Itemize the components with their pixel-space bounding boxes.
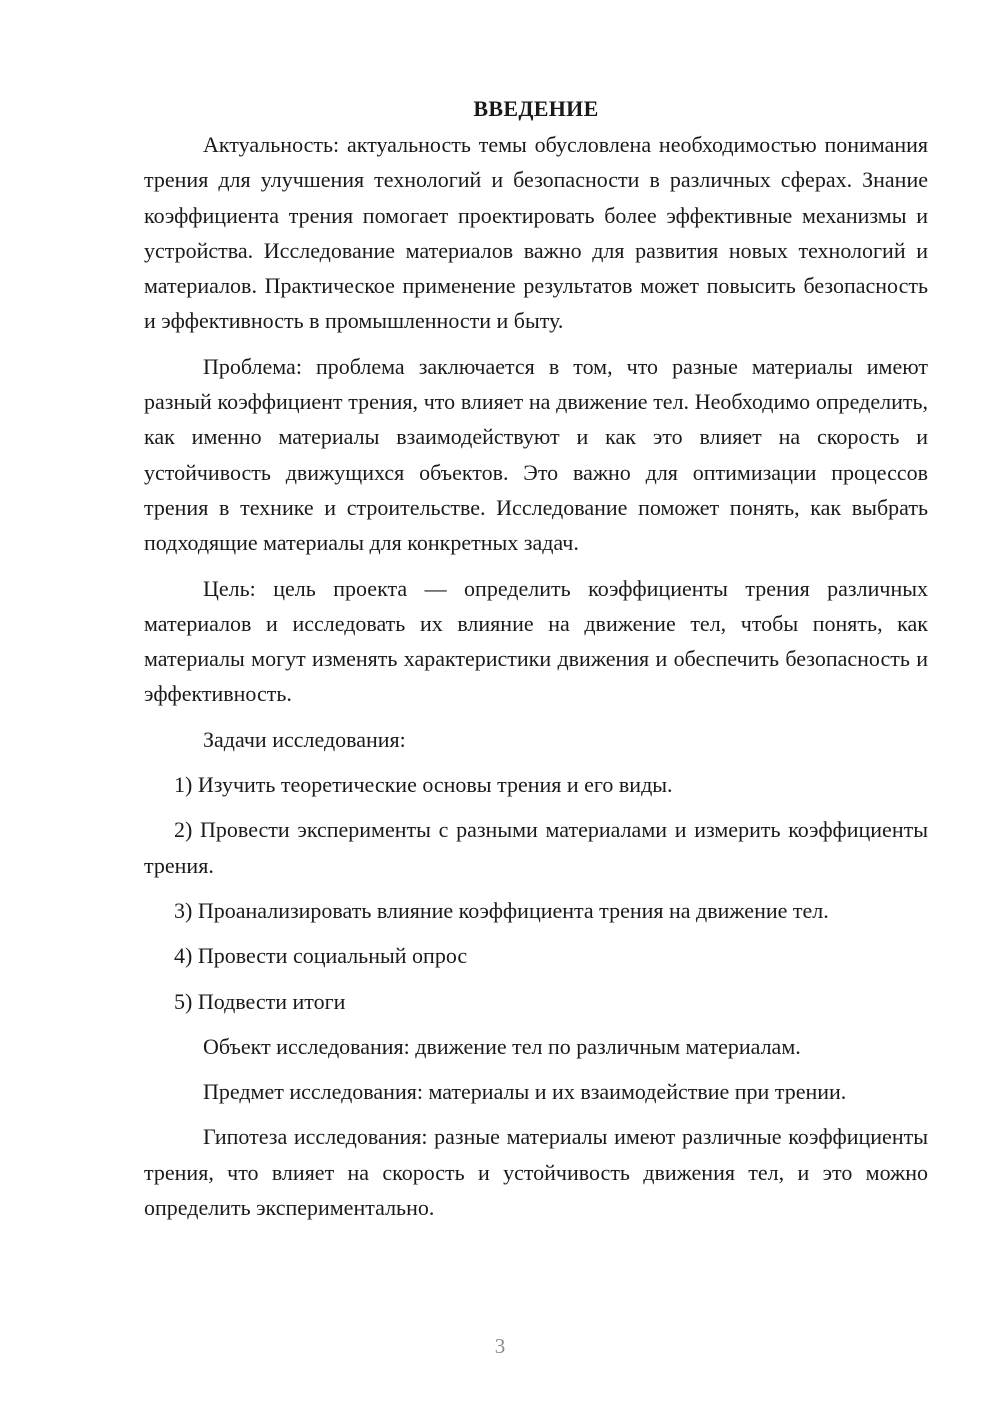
relevance-paragraph: Актуальность: актуальность темы обусловлена необходимостью понимания трения для улучшения технологий и безопасности в различных сферах. Знание коэффициента трения помогает проектировать более эффективные механизмы и устройства. Исследование материалов важно для развития новых технологий и материалов. Практическое применение результатов может повысить безопасность и эффективность в промышленности и быту. xyxy=(144,132,928,334)
problem-paragraph: Проблема: проблема заключается в том, что разные материалы имеют разный коэффициент трения, что влияет на движение тел. Необходимо определить, как именно материалы взаимодействуют и как это влияет на скорость и устойчивость движущихся объектов. Это важно для оптимизации процессов трения в технике и строительстве. Исследование поможет понять, как выбрать подходящие материалы для конкретных задач. xyxy=(144,353,928,556)
page-title: ВВЕДЕНИЕ xyxy=(473,96,599,121)
task-item-1: 1) Изучить теоретические основы трения и его виды. xyxy=(174,772,673,798)
object-paragraph: Объект исследования: движение тел по различным материалам. xyxy=(203,1033,801,1059)
document-page xyxy=(144,92,928,1235)
tasks-heading: Задачи исследования: xyxy=(203,726,406,752)
task-item-3: 3) Проанализировать влияние коэффициента трения на движение тел. xyxy=(174,897,829,923)
page-number: 3 xyxy=(494,1334,506,1358)
hypothesis-paragraph: Гипотеза исследования: разные материалы имеют различные коэффициенты трения, что влияет на скорость и устойчивость движения тел, и это можно определить экспериментально. xyxy=(144,1124,928,1221)
task-item-4: 4) Провести социальный опрос xyxy=(174,943,468,969)
subject-paragraph: Предмет исследования: материалы и их взаимодействие при трении. xyxy=(203,1079,847,1105)
goal-paragraph: Цель: цель проекта — определить коэффициенты трения различных материалов и исследовать их влияние на движение тел, чтобы понять, как материалы могут изменять характеристики движения и обеспечить безопасность и эффективность. xyxy=(144,575,928,707)
task-item-2: 2) Провести эксперименты с разными материалами и измерить коэффициенты трения. xyxy=(144,817,928,878)
task-item-5: 5) Подвести итоги xyxy=(174,988,346,1014)
